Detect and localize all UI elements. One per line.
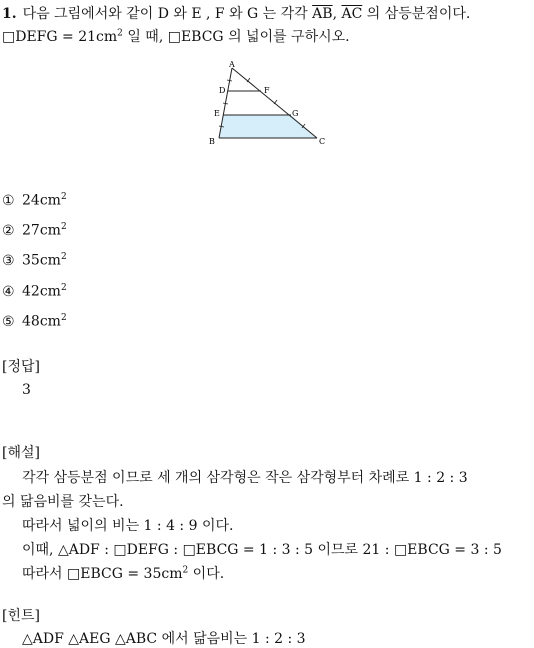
option-value: 27cm (22, 222, 61, 239)
hint-header: [힌트] (2, 608, 40, 624)
question-text-b: , (332, 6, 342, 22)
option-value: 35cm (22, 252, 61, 269)
option-5[interactable] (2, 313, 67, 330)
label-c: C (319, 137, 326, 146)
option-marker: ⑤ (2, 313, 15, 330)
option-value: 42cm (22, 283, 61, 300)
option-marker: ② (2, 222, 15, 239)
label-b: B (209, 137, 215, 146)
triangle-figure (205, 58, 335, 150)
question-text-a: 다음 그림에서와 같이 D 와 E , F 와 G 는 각각 (22, 6, 313, 22)
option-value: 48cm (22, 313, 61, 330)
explanation-header: [해설] (2, 445, 40, 461)
label-d: D (219, 86, 226, 95)
label-a: A (229, 60, 235, 69)
segment-ab: $\overline{AB}$ (312, 6, 333, 22)
option-3[interactable] (2, 252, 67, 269)
question-given-area-exponent: 2 (117, 28, 123, 39)
option-exponent: 2 (60, 192, 67, 202)
explanation-result-exponent: 2 (182, 565, 189, 576)
explanation-line-5 (22, 563, 224, 583)
option-exponent: 2 (60, 313, 67, 323)
option-value: 24cm (22, 192, 61, 209)
option-2[interactable] (2, 222, 67, 239)
explanation-line-2: 의 닮음비를 갖는다. (2, 494, 124, 510)
option-exponent: 2 (60, 252, 67, 262)
explanation-line-3: 따라서 넓이의 비는 1 : 4 : 9 이다. (22, 518, 234, 534)
question-number: 1. (2, 6, 17, 22)
segment-ac: $\overline{AC}$ (341, 6, 363, 22)
explanation-result-end: 이다. (188, 566, 225, 582)
label-g: G (292, 109, 299, 118)
question-text-c: 의 삼등분점이다. (362, 6, 471, 22)
option-1[interactable] (2, 192, 67, 209)
answer-value: 3 (22, 382, 31, 398)
hint-line-1: △ADF △AEG △ABC 에서 닮음비는 1 : 2 : 3 (22, 631, 306, 647)
option-marker: ③ (2, 252, 15, 269)
question-ask: 일 때, □EBCG 의 넓이를 구하시오. (122, 29, 350, 45)
label-e: E (214, 109, 220, 118)
question-line-1 (2, 3, 470, 23)
label-f: F (264, 86, 270, 95)
explanation-line-4: 이때, △ADF : □DEFG : □EBCG = 1 : 3 : 5 이므로 21 : □EBCG = 3 : 5 (22, 542, 502, 558)
explanation-result: 따라서 □EBCG = 35cm (22, 566, 183, 582)
answer-header: [정답] (2, 359, 40, 375)
option-exponent: 2 (60, 283, 67, 293)
explanation-line-1: 각각 삼등분점 이므로 세 개의 삼각형은 작은 삼각형부터 차례로 1 : 2 : 3 (22, 470, 468, 486)
option-exponent: 2 (60, 222, 67, 232)
option-marker: ① (2, 192, 15, 209)
question-line-2 (2, 26, 350, 46)
question-given-area: □DEFG = 21cm (2, 29, 118, 45)
option-marker: ④ (2, 283, 15, 300)
option-4[interactable] (2, 283, 67, 300)
